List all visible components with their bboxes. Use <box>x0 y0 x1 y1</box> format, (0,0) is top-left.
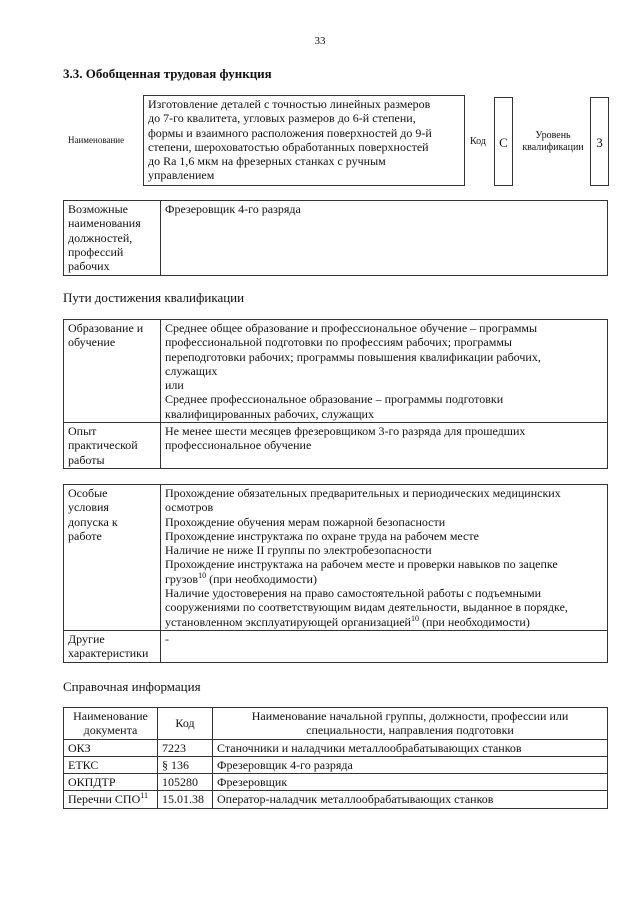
label-line: работы <box>68 452 105 467</box>
code-label: Код <box>470 136 486 147</box>
condition-line: Прохождение обязательных предварительных и периодических медицинских <box>165 486 561 500</box>
value-line: профессиональной подготовки по профессиям рабочих; программы <box>165 335 512 350</box>
condition-line: Прохождение обучения мерам пожарной безопасности <box>165 514 446 529</box>
condition-line: сооружениями по соответствующим видам деятельности, выданное в порядке, <box>165 600 568 615</box>
condition-text: (при необходимости) <box>206 571 317 586</box>
condition-text: грузов <box>165 571 199 586</box>
qual-paths-title: Пути достижения квалификации <box>63 290 245 305</box>
table-header-row <box>64 708 608 740</box>
other-value: - <box>161 630 608 662</box>
condition-line: Наличие не ниже II группы по электробезопасности <box>165 543 432 558</box>
label-line: Особые <box>68 486 108 500</box>
table-row <box>64 423 608 469</box>
positions-table <box>63 200 608 276</box>
condition-line <box>165 572 603 586</box>
doc-header <box>64 708 158 740</box>
section-title: 3.3. Обобщенная трудовая функция <box>63 66 272 81</box>
value-line: переподготовки рабочих; программы повышения квалификации рабочих, <box>165 349 541 364</box>
condition-line: осмотров <box>165 500 214 515</box>
conditions-label <box>64 485 161 631</box>
other-label <box>64 630 161 662</box>
table-row <box>64 630 608 662</box>
function-name-line: Изготовление деталей с точностью линейных размеров <box>148 97 431 111</box>
ref-doc <box>64 791 158 808</box>
code-value-box <box>494 97 513 186</box>
ref-name: Оператор-наладчик металлообрабатывающих станков <box>213 791 608 808</box>
value-line: Среднее профессиональное образование – программы подготовки <box>165 392 504 407</box>
footnote-mark: 10 <box>410 613 419 623</box>
header-line: документа <box>83 723 138 738</box>
condition-line: Наличие удостоверения на право самостоятельной работы с подъемными <box>165 586 542 601</box>
function-name-line: степени, шероховатостью обработанных поверхностей <box>148 139 429 154</box>
ref-code: 15.01.38 <box>158 791 213 808</box>
label-line: допуска к <box>68 514 118 529</box>
function-name-line: до 7-го квалитета, угловых размеров до 6-й степени, <box>148 111 416 126</box>
label-line: практической <box>68 438 138 453</box>
experience-label <box>64 423 161 469</box>
function-name-line: до Ra 1,6 мкм на фрезерных станках с ручным <box>148 154 386 169</box>
header-line: Наименование <box>73 709 148 723</box>
function-name-line: формы и взаимного расположения поверхностей до 9-й <box>148 125 432 140</box>
conditions-value <box>161 485 608 631</box>
function-name-box <box>143 95 465 186</box>
table-row <box>64 756 608 773</box>
footnote-mark: 10 <box>198 570 207 580</box>
label-line: условия <box>68 500 109 515</box>
label-line: Возможные <box>68 202 128 216</box>
education-value <box>161 320 608 423</box>
label-line: рабочих <box>68 259 110 274</box>
table-row <box>64 774 608 791</box>
function-name-line: управлением <box>148 168 215 183</box>
header-line: специальности, направления подготовки <box>306 723 514 738</box>
reference-table <box>63 707 608 809</box>
header-line: Наименование начальной группы, должности, профессии или <box>251 709 569 723</box>
condition-text: (при необходимости) <box>418 614 530 629</box>
label-line: Образование и <box>68 321 144 335</box>
ref-code: 7223 <box>158 739 213 756</box>
condition-text: установленном эксплуатирующей организацией <box>165 614 411 629</box>
label-line: должностей, <box>68 230 133 245</box>
table-row <box>64 485 608 631</box>
value-line: или <box>165 378 184 393</box>
ref-doc: ЕТКС <box>64 756 158 773</box>
table-row <box>64 320 608 423</box>
label-line: профессий <box>68 244 124 259</box>
ref-name: Станочники и наладчики металлообрабатывающих станков <box>213 739 608 756</box>
ref-code: 105280 <box>158 774 213 791</box>
label-line: наименования <box>68 216 141 231</box>
code-header: Код <box>158 708 213 740</box>
education-label <box>64 320 161 423</box>
footnote-mark: 11 <box>140 791 148 801</box>
condition-line <box>165 615 603 629</box>
ref-doc-text: Перечни СПО <box>68 792 141 807</box>
page-number: 33 <box>314 35 326 47</box>
label-line: Другие <box>68 631 105 646</box>
level-label-line: квалификации <box>522 142 584 153</box>
ref-doc: ОКЗ <box>64 739 158 756</box>
table-row <box>64 739 608 756</box>
label-line: Опыт <box>68 424 97 439</box>
value-line: Среднее общее образование и профессиональное обучение – программы <box>165 321 538 335</box>
value-line: Не менее шести месяцев фрезеровщиком 3-го разряда для прошедших <box>165 424 526 439</box>
conditions-table <box>63 484 608 663</box>
condition-line: Прохождение инструктажа по охране труда на рабочем месте <box>165 528 479 543</box>
code-value: C <box>499 135 508 150</box>
ref-doc: ОКПДТР <box>64 774 158 791</box>
ref-name: Фрезеровщик <box>213 774 608 791</box>
label-line: работе <box>68 528 102 543</box>
table-row <box>64 201 608 276</box>
value-line: квалифицированных рабочих, служащих <box>165 406 374 421</box>
value-line: профессиональное обучение <box>165 438 312 453</box>
level-value: 3 <box>596 135 603 150</box>
value-line: служащих <box>165 363 218 378</box>
positions-label <box>64 201 161 276</box>
experience-value <box>161 423 608 469</box>
level-label-line: Уровень <box>535 130 571 141</box>
ref-code: § 136 <box>158 756 213 773</box>
level-value-box <box>590 97 609 186</box>
table-row <box>64 791 608 808</box>
name-label: Наименование <box>68 135 125 145</box>
qualification-level-label <box>518 130 588 154</box>
qualification-table <box>63 319 608 469</box>
label-line: характеристики <box>68 646 149 661</box>
name-header <box>213 708 608 740</box>
positions-value: Фрезеровщик 4-го разряда <box>161 201 608 276</box>
reference-title: Справочная информация <box>63 679 201 694</box>
label-line: обучение <box>68 335 116 350</box>
condition-line: Прохождение инструктажа на рабочем месте и проверки навыков по зацепке <box>165 557 558 572</box>
ref-name: Фрезеровщик 4-го разряда <box>213 756 608 773</box>
